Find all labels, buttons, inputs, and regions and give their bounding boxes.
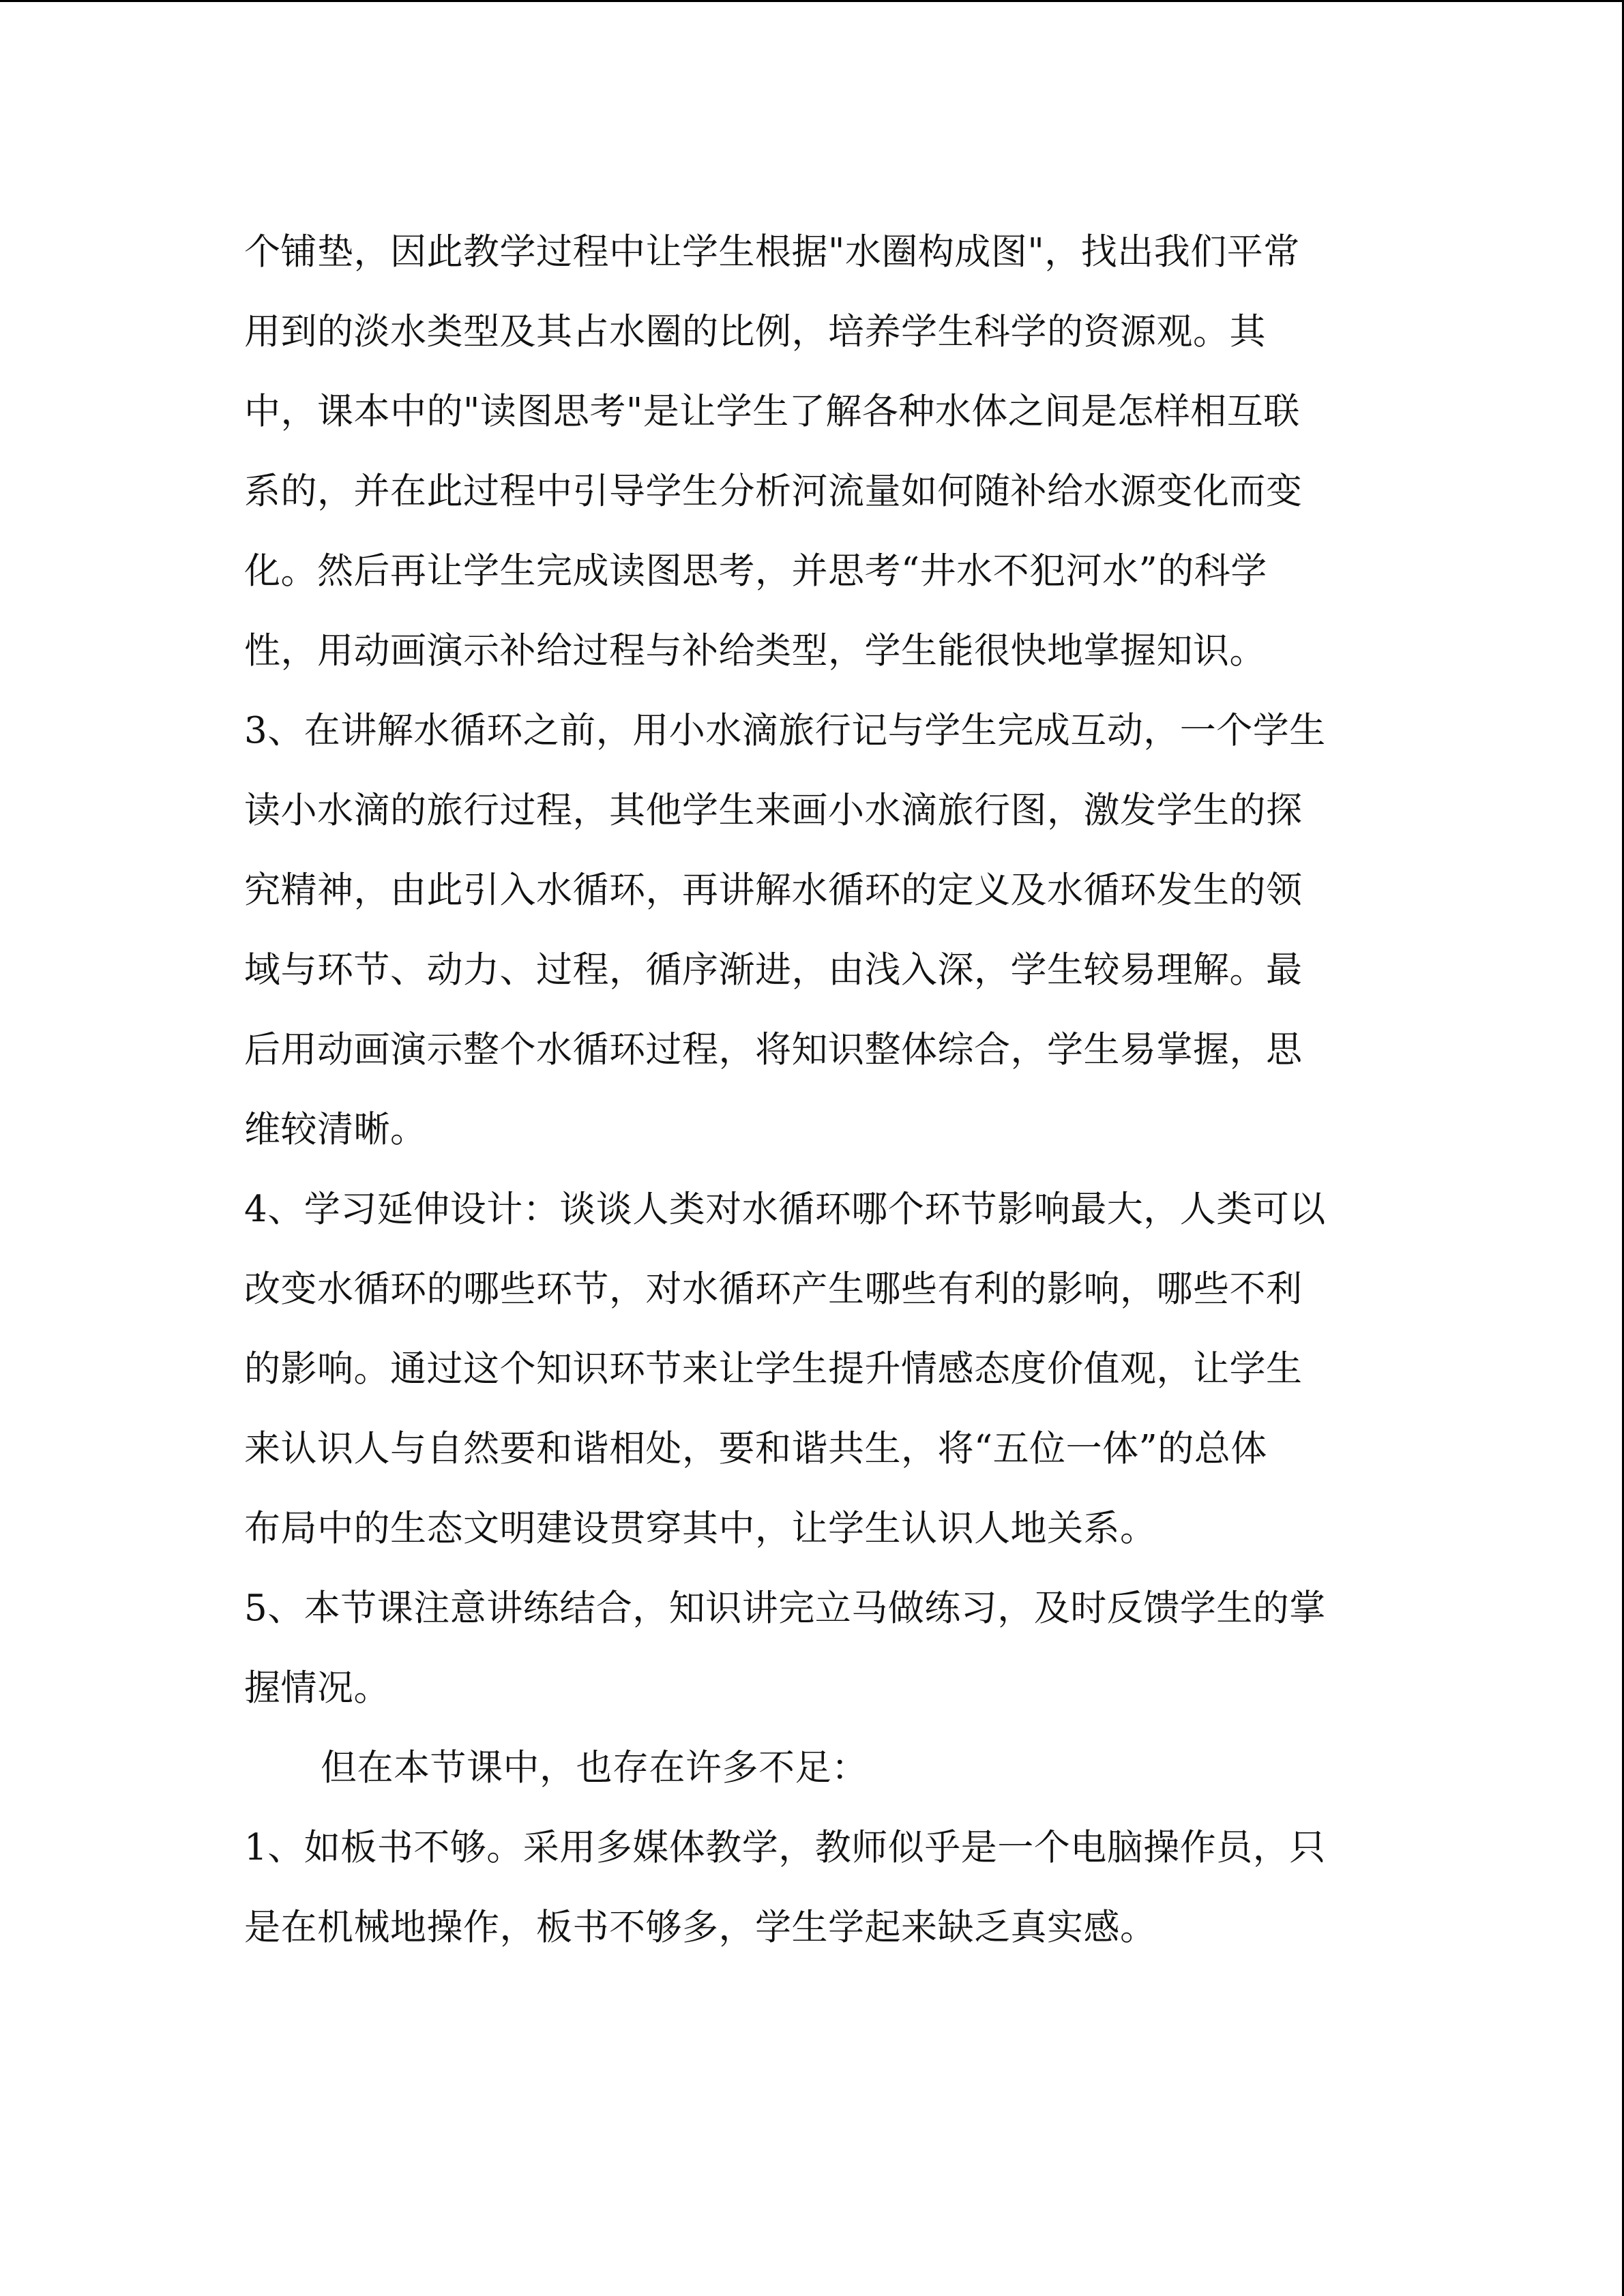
text-line: 4、学习延伸设计：谈谈人类对水循环哪个环节影响最大，人类可以 (244, 1189, 1326, 1230)
text-line: 中，课本中的"读图思考"是让学生了解各种水体之间是怎样相互联 (244, 391, 1300, 432)
text-line: 读小水滴的旅行过程，其他学生来画小水滴旅行图，激发学生的探 (244, 790, 1303, 831)
text-line: 布局中的生态文明建设贯穿其中，让学生认识人地关系。 (244, 1508, 1157, 1549)
text-line: 是在机械地操作，板书不够多，学生学起来缺乏真实感。 (244, 1907, 1157, 1948)
text-line: 性，用动画演示补给过程与补给类型，学生能很快地掌握知识。 (244, 630, 1266, 672)
text-line: 的影响。通过这个知识环节来让学生提升情感态度价值观，让学生 (244, 1348, 1303, 1390)
text-line: 化。然后再让学生完成读图思考，并思考“井水不犯河水”的科学 (244, 550, 1267, 592)
text-line: 维较清晰。 (244, 1109, 427, 1150)
text-line: 用到的淡水类型及其占水圈的比例，培养学生科学的资源观。其 (244, 311, 1266, 353)
text-line: 3、在讲解水循环之前，用小水滴旅行记与学生完成互动，一个学生 (244, 710, 1326, 751)
text-line: 握情况。 (244, 1667, 390, 1709)
body-text (244, 212, 1404, 1967)
text-line: 但在本节课中，也存在许多不足： (321, 1747, 868, 1789)
text-line: 后用动画演示整个水循环过程，将知识整体综合，学生易掌握，思 (244, 1029, 1303, 1071)
text-line: 来认识人与自然要和谐相处，要和谐共生，将“五位一体”的总体 (244, 1428, 1267, 1470)
text-line: 个铺垫，因此教学过程中让学生根据"水圈构成图"，找出我们平常 (244, 231, 1300, 273)
text-line: 改变水循环的哪些环节，对水循环产生哪些有利的影响，哪些不利 (244, 1268, 1303, 1310)
text-line: 系的，并在此过程中引导学生分析河流量如何随补给水源变化而变 (244, 471, 1303, 512)
text-line: 究精神，由此引入水循环，再讲解水循环的定义及水循环发生的领 (244, 869, 1303, 911)
text-line: 5、本节课注意讲练结合，知识讲完立马做练习，及时反馈学生的掌 (244, 1587, 1326, 1629)
text-line: 1、如板书不够。采用多媒体教学，教师似乎是一个电脑操作员，只 (244, 1827, 1326, 1868)
text-line: 域与环节、动力、过程，循序渐进，由浅入深，学生较易理解。最 (244, 949, 1303, 991)
